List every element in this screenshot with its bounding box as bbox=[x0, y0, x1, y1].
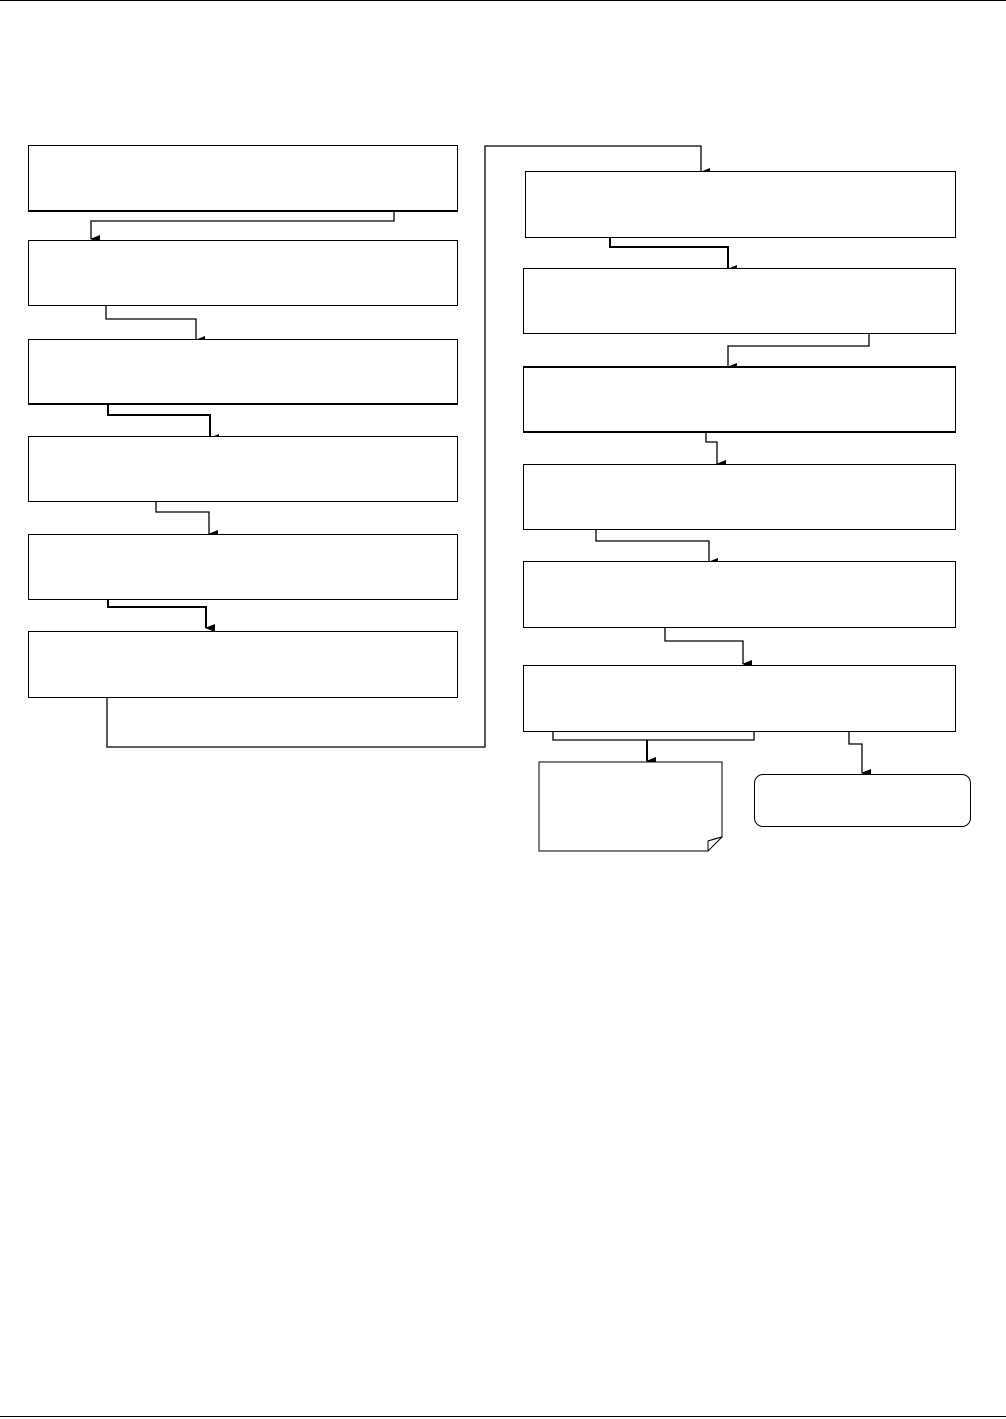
flow-step-l4 bbox=[28, 436, 458, 502]
end-terminal bbox=[754, 774, 971, 827]
connector-r3-r4 bbox=[706, 429, 717, 464]
flow-step-r6 bbox=[523, 665, 956, 732]
flow-step-r3 bbox=[523, 366, 956, 433]
flow-step-l3 bbox=[28, 339, 458, 405]
connector-l3-l4 bbox=[108, 400, 210, 438]
flow-step-l5 bbox=[28, 534, 458, 600]
connector-l2-l3 bbox=[106, 306, 196, 340]
flow-step-r1 bbox=[525, 171, 956, 238]
flow-step-l1 bbox=[28, 145, 458, 212]
flow-step-r4 bbox=[523, 464, 956, 530]
connector-r2-r3 bbox=[728, 330, 869, 367]
flow-step-r2 bbox=[523, 268, 956, 334]
document-terminal bbox=[545, 770, 710, 840]
connector-r6-end bbox=[849, 726, 862, 773]
flow-step-l2 bbox=[28, 240, 458, 306]
flow-step-l6 bbox=[28, 631, 458, 698]
flow-step-r5 bbox=[523, 561, 956, 628]
connector-r5-r6 bbox=[665, 624, 743, 664]
